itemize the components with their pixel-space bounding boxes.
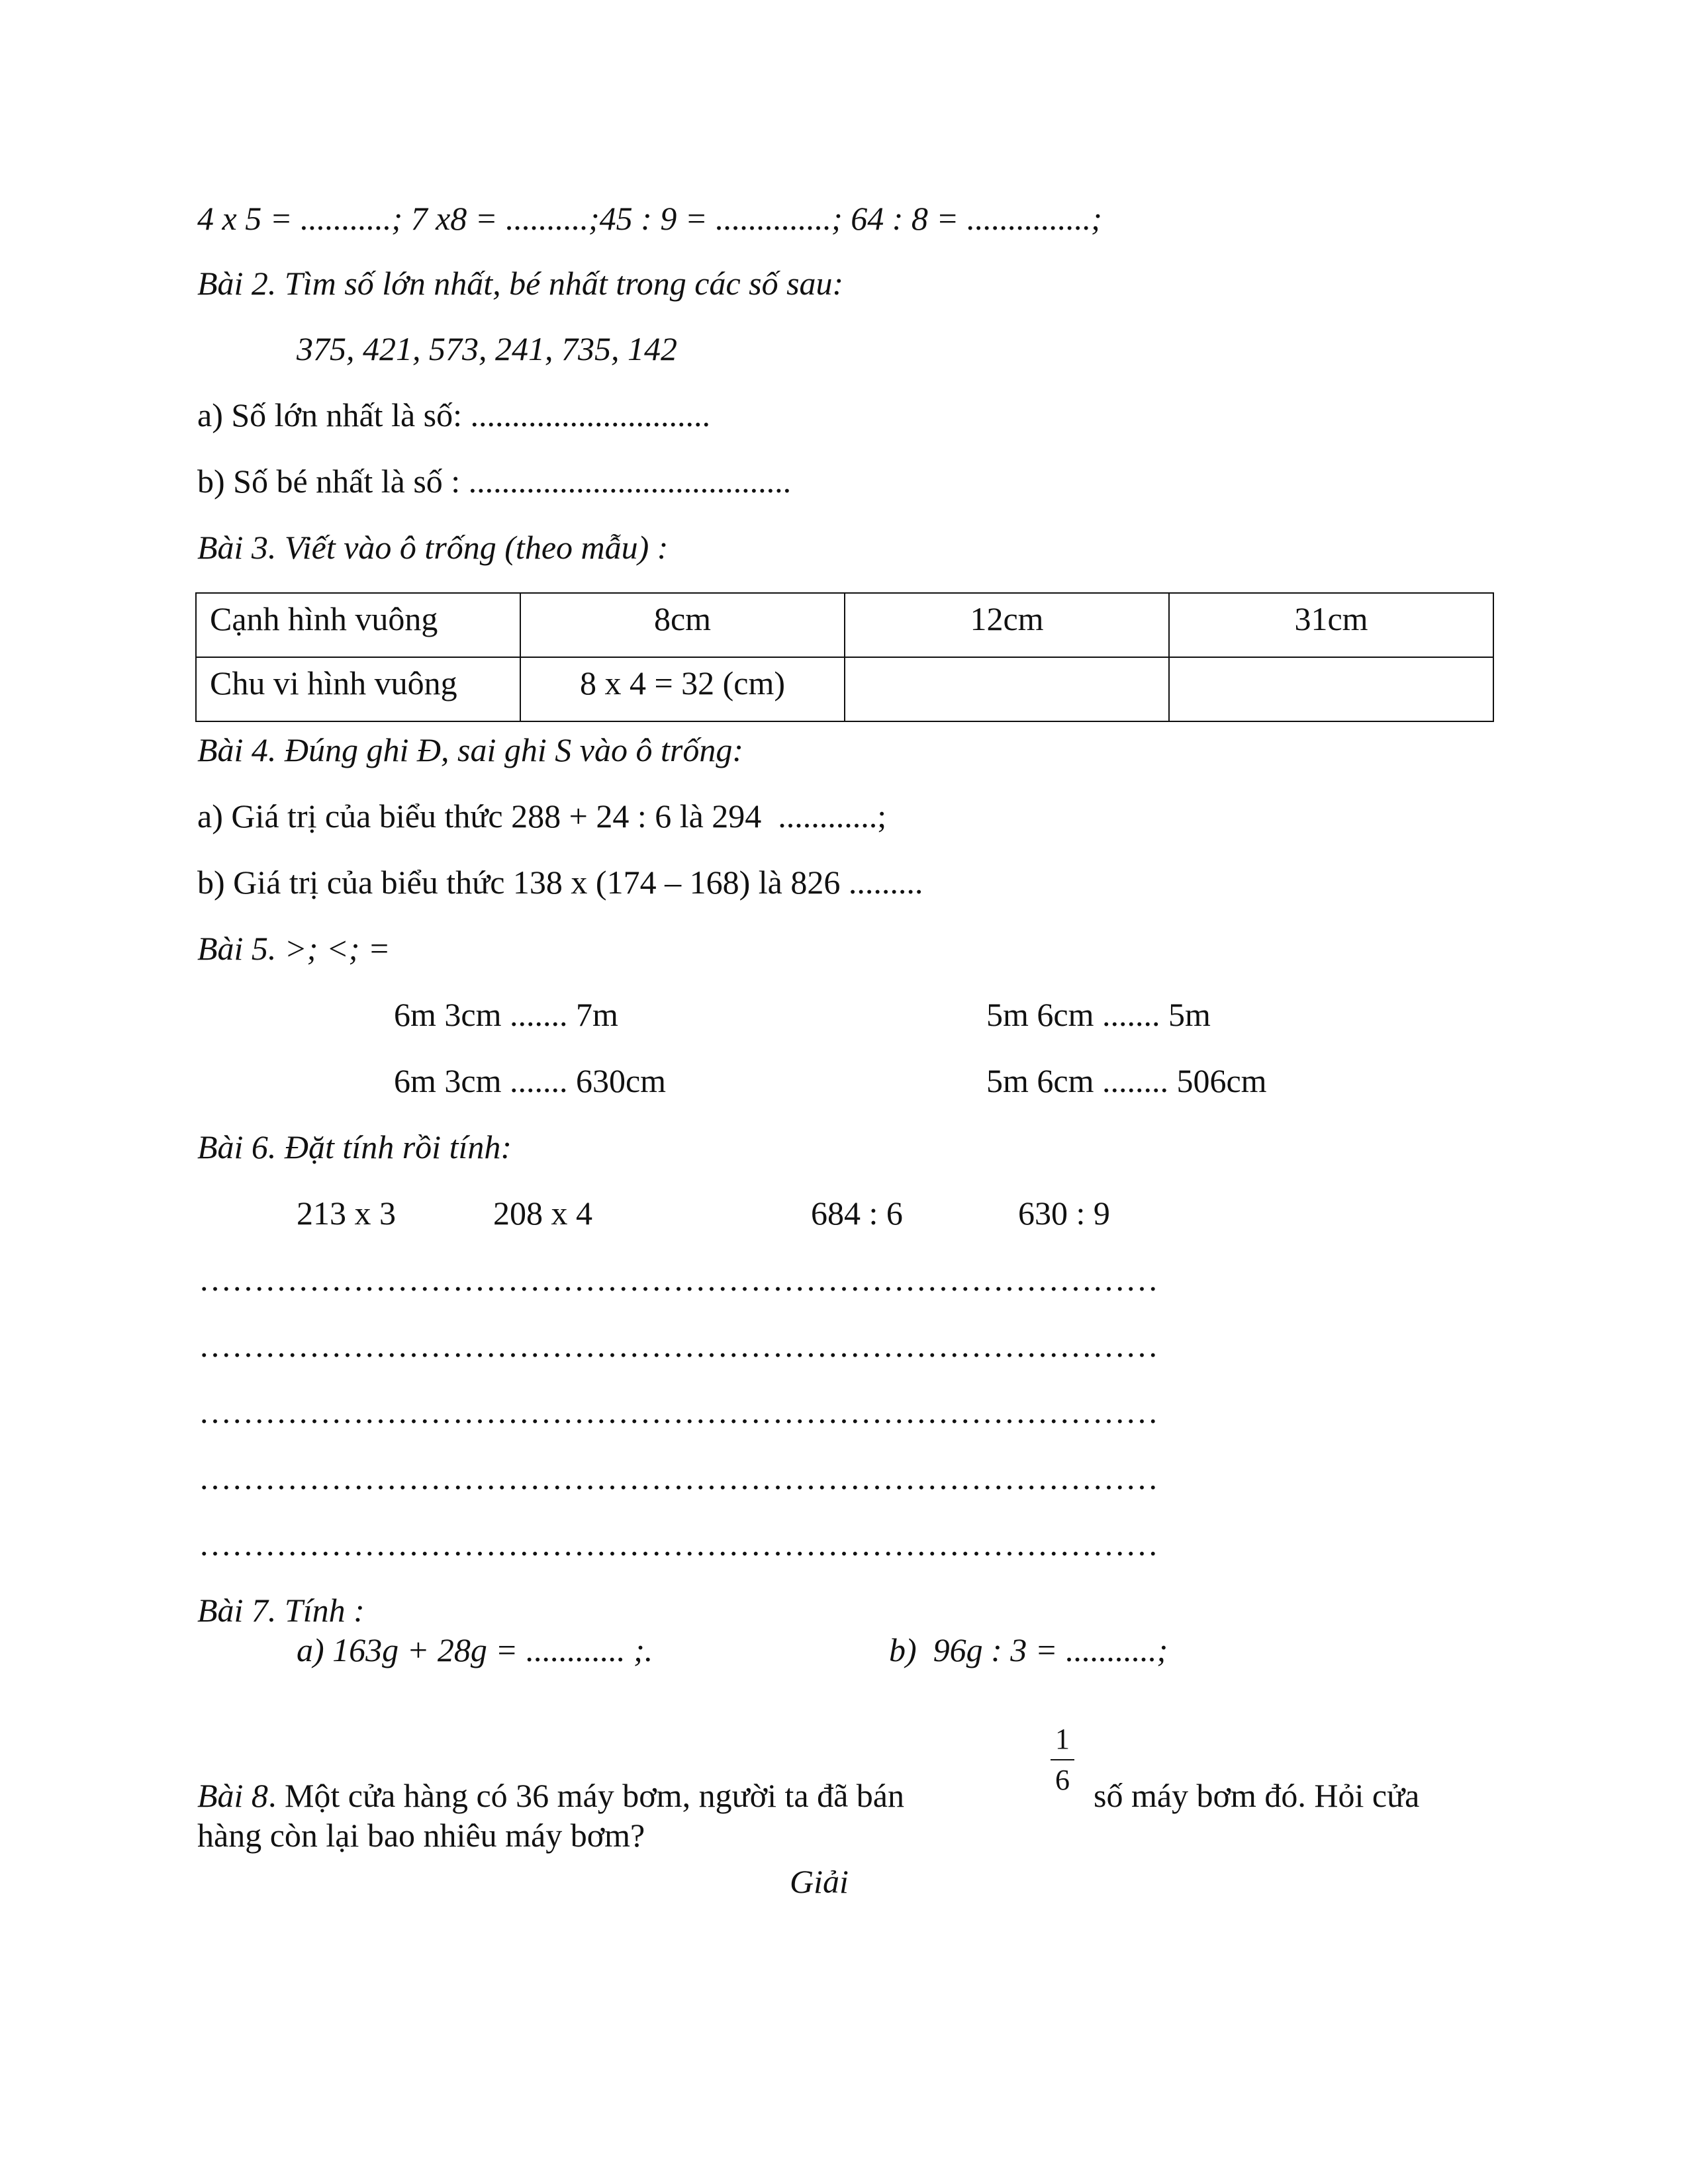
bai5-item: 6m 3cm ....... 7m [394,996,618,1033]
fraction-numerator: 1 [1055,1723,1070,1755]
bai2-title: Bài 2. Tìm số lớn nhất, bé nhất trong các số sau: [197,265,844,302]
bai8-line1-start [197,1776,904,1815]
bai8-text-before: . Một cửa hàng có 36 máy bơm, người ta đã bán [267,1777,904,1814]
answer-dotted-line[interactable]: …………………………………………………………………………… [199,1459,1158,1496]
bai3-title: Bài 3. Viết vào ô trống (theo mẫu) : [197,529,669,566]
answer-dotted-line[interactable]: …………………………………………………………………………… [199,1525,1158,1563]
bai7-item-a: a) 163g + 28g = ............ ;. [297,1631,653,1668]
bai6-item: 208 x 4 [493,1195,592,1232]
table-cell: Chu vi hình vuông [196,657,520,721]
fraction-bar [1051,1759,1074,1760]
table-cell: 31cm [1169,593,1493,657]
square-perimeter-table [195,592,1494,722]
bai2-answer-a: a) Số lớn nhất là số: ............................. [197,396,710,433]
bai5-item: 5m 6cm ........ 506cm [986,1062,1267,1099]
bai8-line2: hàng còn lại bao nhiêu máy bơm? [197,1817,645,1854]
bai5-title: Bài 5. >; <; = [197,930,391,967]
bai8-text-after: số máy bơm đó. Hỏi cửa [1094,1777,1420,1814]
fraction-denominator: 6 [1055,1764,1070,1796]
bai5-item: 5m 6cm ....... 5m [986,996,1211,1033]
answer-dotted-line[interactable]: …………………………………………………………………………… [199,1327,1158,1364]
bai7-item-b: b) 96g : 3 = ...........; [889,1631,1168,1668]
bai6-item: 213 x 3 [297,1195,396,1232]
table-row [196,657,1493,721]
bai5-item: 6m 3cm ....... 630cm [394,1062,667,1099]
answer-dotted-line[interactable]: …………………………………………………………………………… [199,1393,1158,1430]
table-cell: Cạnh hình vuông [196,593,520,657]
bai6-title: Bài 6. Đặt tính rồi tính: [197,1128,512,1165]
table-cell: 12cm [845,593,1169,657]
table-cell: 8cm [520,593,845,657]
bai2-answer-b: b) Số bé nhất là số : ....................................... [197,463,792,500]
table-row [196,593,1493,657]
bai8-label: Bài 8 [197,1777,268,1814]
answer-dotted-line[interactable]: …………………………………………………………………………… [199,1261,1158,1298]
bai1-line: 4 x 5 = ...........; 7 x8 = ..........;45 : 9 = ..............; 64 : 8 = ...............; [197,200,1102,237]
bai4-item-a: a) Giá trị của biểu thức 288 + 24 : 6 là 294 ............; [197,797,887,835]
bai4-item-b: b) Giá trị của biểu thức 138 x (174 – 168) là 826 ......... [197,864,923,901]
bai6-item: 630 : 9 [1018,1195,1110,1232]
bai7-title: Bài 7. Tính : [197,1592,365,1629]
table-cell-empty[interactable] [1169,657,1493,721]
table-cell-empty[interactable] [845,657,1169,721]
bai2-numbers: 375, 421, 573, 241, 735, 142 [297,330,677,367]
bai8-solution-heading: Giải [790,1863,849,1900]
bai4-title: Bài 4. Đúng ghi Đ, sai ghi S vào ô trống: [197,731,743,768]
table-cell: 8 x 4 = 32 (cm) [520,657,845,721]
bai6-item: 684 : 6 [811,1195,903,1232]
fraction-one-sixth [1049,1722,1076,1797]
